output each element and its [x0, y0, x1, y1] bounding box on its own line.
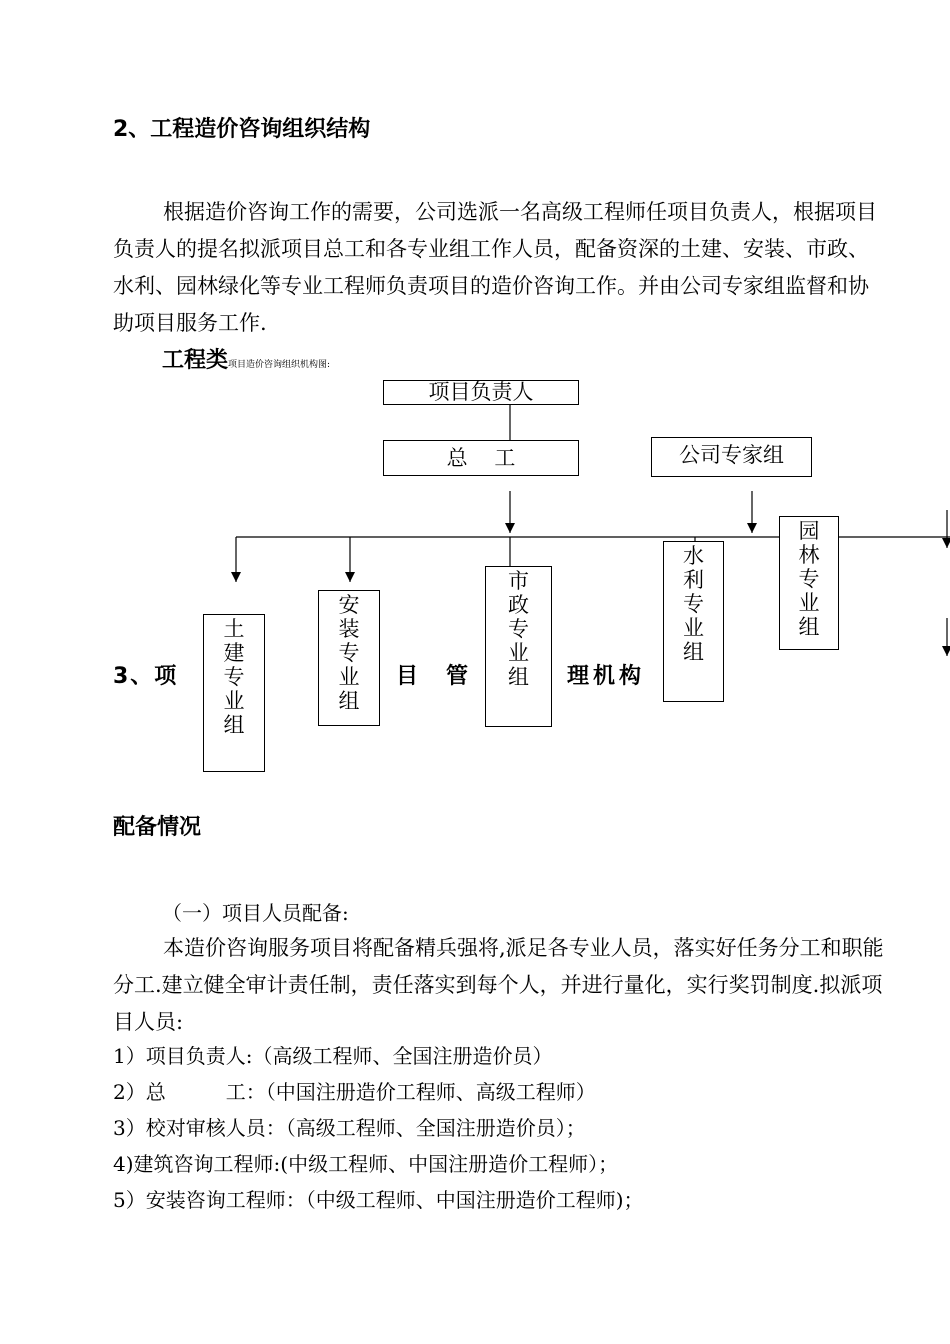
- box-expert-group: 公司专家组: [651, 437, 812, 477]
- staff-item: 2）总 工：（中国注册造价工程师、高级工程师）: [113, 1080, 596, 1104]
- box-install-group: 安 装 专 业 组: [318, 590, 380, 726]
- section3-title-part3: 管: [446, 664, 469, 689]
- section3-title-part4: 理机构: [567, 664, 646, 689]
- staffing-paragraph: 本造价咨询服务项目将配备精兵强将,派足各专业人员，落实好任务分工和职能分工.建立健全审计责任制，责任落实到每个人，并进行量化，实行奖罚制度.拟派项目人员:: [113, 936, 884, 1034]
- staff-item: 1）项目负责人:（高级工程师、全国注册造价员）: [113, 1044, 553, 1068]
- chart-caption-big: 工程类: [162, 348, 229, 373]
- staff-item: 3）校对审核人员：（高级工程师、全国注册造价员）；: [113, 1116, 586, 1140]
- section3-title-part1: 3、项: [113, 664, 179, 689]
- staffing-subtitle: （一）项目人员配备:: [162, 901, 349, 925]
- staff-item: 4)建筑咨询工程师:(中级工程师、中国注册造价工程师）；: [113, 1152, 619, 1176]
- box-water-group: 水 利 专 业 组: [663, 541, 724, 702]
- box-chief-engineer: 总 工: [383, 440, 579, 476]
- staff-item: 5）安装咨询工程师：（中级工程师、中国注册造价工程师)；: [113, 1188, 644, 1212]
- box-municipal-group: 市 政 专 业 组: [485, 566, 552, 727]
- section3-title-part2: 目: [396, 664, 419, 689]
- section2-paragraph: 根据造价咨询工作的需要，公司选派一名高级工程师任项目负责人，根据项目负责人的提名拟派项目总工和各专业组工作人员，配备资深的土建、安装、市政、水利、园林绿化等专业工程师负责项目的造价咨询工作。并由公司专家组监督和协助项目服务工作.: [113, 200, 877, 335]
- section2-title: 2、工程造价咨询组织结构: [113, 117, 371, 142]
- section3-title-cont: 配备情况: [113, 815, 202, 840]
- box-project-leader: 项目负责人: [383, 380, 579, 405]
- box-civil-group: 土 建 专 业 组: [203, 614, 265, 772]
- box-garden-group: 园 林 专 业 组: [779, 516, 839, 650]
- chart-caption-small: 项目造价咨询组织机构图:: [228, 360, 331, 370]
